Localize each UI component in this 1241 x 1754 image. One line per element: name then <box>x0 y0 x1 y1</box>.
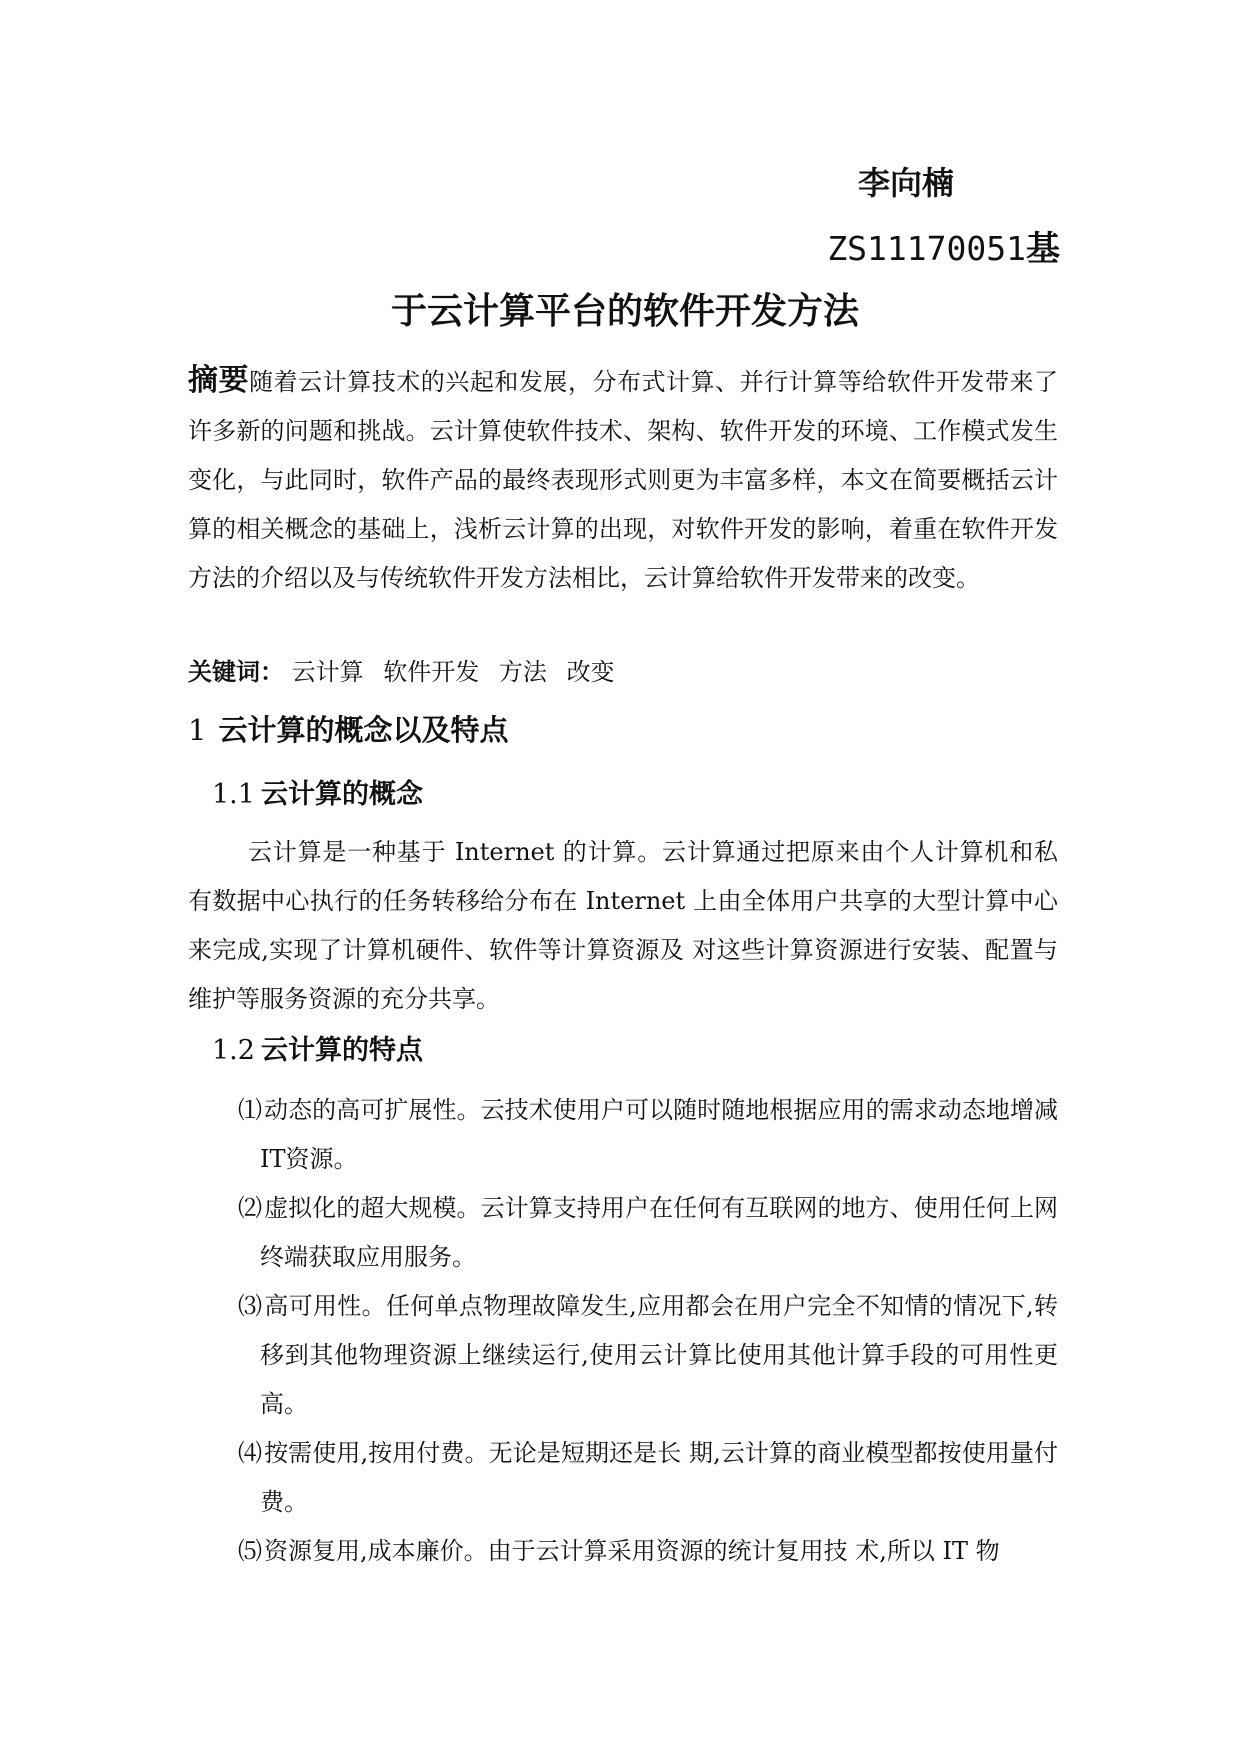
list-item <box>238 1086 1058 1184</box>
abstract-text: 随着云计算技术的兴起和发展，分布式计算、并行计算等给软件开发带来了许多新的问题和挑战。云计算使软件技术、架构、软件开发的环境、工作模式发生变化，与此同时，软件产品的最终表现形式则更为丰富多样，本文在简要概括云计算的相关概念的基础上，浅析云计算的出现，对软件开发的影响，着重在软件开发方法的介绍以及与传统软件开发方法相比，云计算给软件开发带来的改变。 <box>188 368 1059 592</box>
title-line-2: 于云计算平台的软件开发方法 <box>390 291 859 332</box>
keyword-item: 云计算 <box>291 658 364 686</box>
list-item <box>238 1429 1058 1527</box>
list-item-text: 动态的高可扩展性。云技术使用户可以随时随地根据应用的需求动态地增减IT资源。 <box>260 1096 1058 1173</box>
list-item-marker: ⑶ <box>238 1292 263 1320</box>
section-1-title: 云计算的概念以及特点 <box>218 713 509 747</box>
abstract-label: 摘要 <box>188 363 250 398</box>
concept-paragraph: 云计算是一种基于 Internet 的计算。云计算通过把原来由个人计算机和私有数据中心执行的任务转移给分布在 Internet 上由全体用户共享的大型计算中心来完成,实现了计算机硬件、软件等计算资源及 对这些计算资源进行安装、配置与维护等服务资源的充分共享。 <box>188 838 1058 1013</box>
features-list <box>238 1086 1058 1576</box>
keyword-item: 改变 <box>566 658 615 686</box>
list-item-marker: ⑴ <box>238 1096 263 1124</box>
list-item-text: 虚拟化的超大规模。云计算支持用户在任何有互联网的地方、使用任何上网终端获取应用服务。 <box>260 1194 1058 1271</box>
paper-title <box>190 222 1060 348</box>
author-name: 李向楠 <box>858 164 955 202</box>
section-1-number: 1 <box>188 713 207 747</box>
abstract <box>188 356 1058 603</box>
list-item-text: 按需使用,按用付费。无论是短期还是长 期,云计算的商业模型都按使用量付费。 <box>260 1439 1058 1516</box>
list-item-marker: ⑵ <box>238 1194 263 1222</box>
section-1-2-heading <box>212 1030 423 1072</box>
section-1-1-heading <box>212 774 423 816</box>
list-item-marker: ⑷ <box>238 1439 263 1467</box>
list-item <box>238 1282 1058 1429</box>
section-1-1-number: 1.1 <box>212 779 255 810</box>
list-item-marker: ⑸ <box>238 1537 262 1565</box>
keywords-label: 关键词： <box>188 658 284 686</box>
keyword-item: 方法 <box>498 658 547 686</box>
section-1-2-title: 云计算的特点 <box>260 1035 423 1066</box>
title-line-1-tail: 基 <box>1026 229 1060 269</box>
list-item <box>238 1184 1058 1282</box>
keyword-item: 软件开发 <box>383 658 480 686</box>
list-item-text: 资源复用,成本廉价。由于云计算采用资源的统计复用技 术,所以 IT 物 <box>264 1537 1000 1565</box>
section-1-heading <box>188 708 508 752</box>
list-item-text: 高可用性。任何单点物理故障发生,应用都会在用户完全不知情的情况下,转移到其他物理资源上继续运行,使用云计算比使用其他计算手段的可用性更高。 <box>260 1292 1059 1418</box>
section-1-2-number: 1.2 <box>212 1035 255 1066</box>
student-id: ZS11170051 <box>827 229 1026 268</box>
section-1-1-title: 云计算的概念 <box>260 779 423 810</box>
keywords <box>188 652 1058 692</box>
list-item <box>238 1527 1058 1576</box>
title-line-1 <box>190 222 1060 276</box>
